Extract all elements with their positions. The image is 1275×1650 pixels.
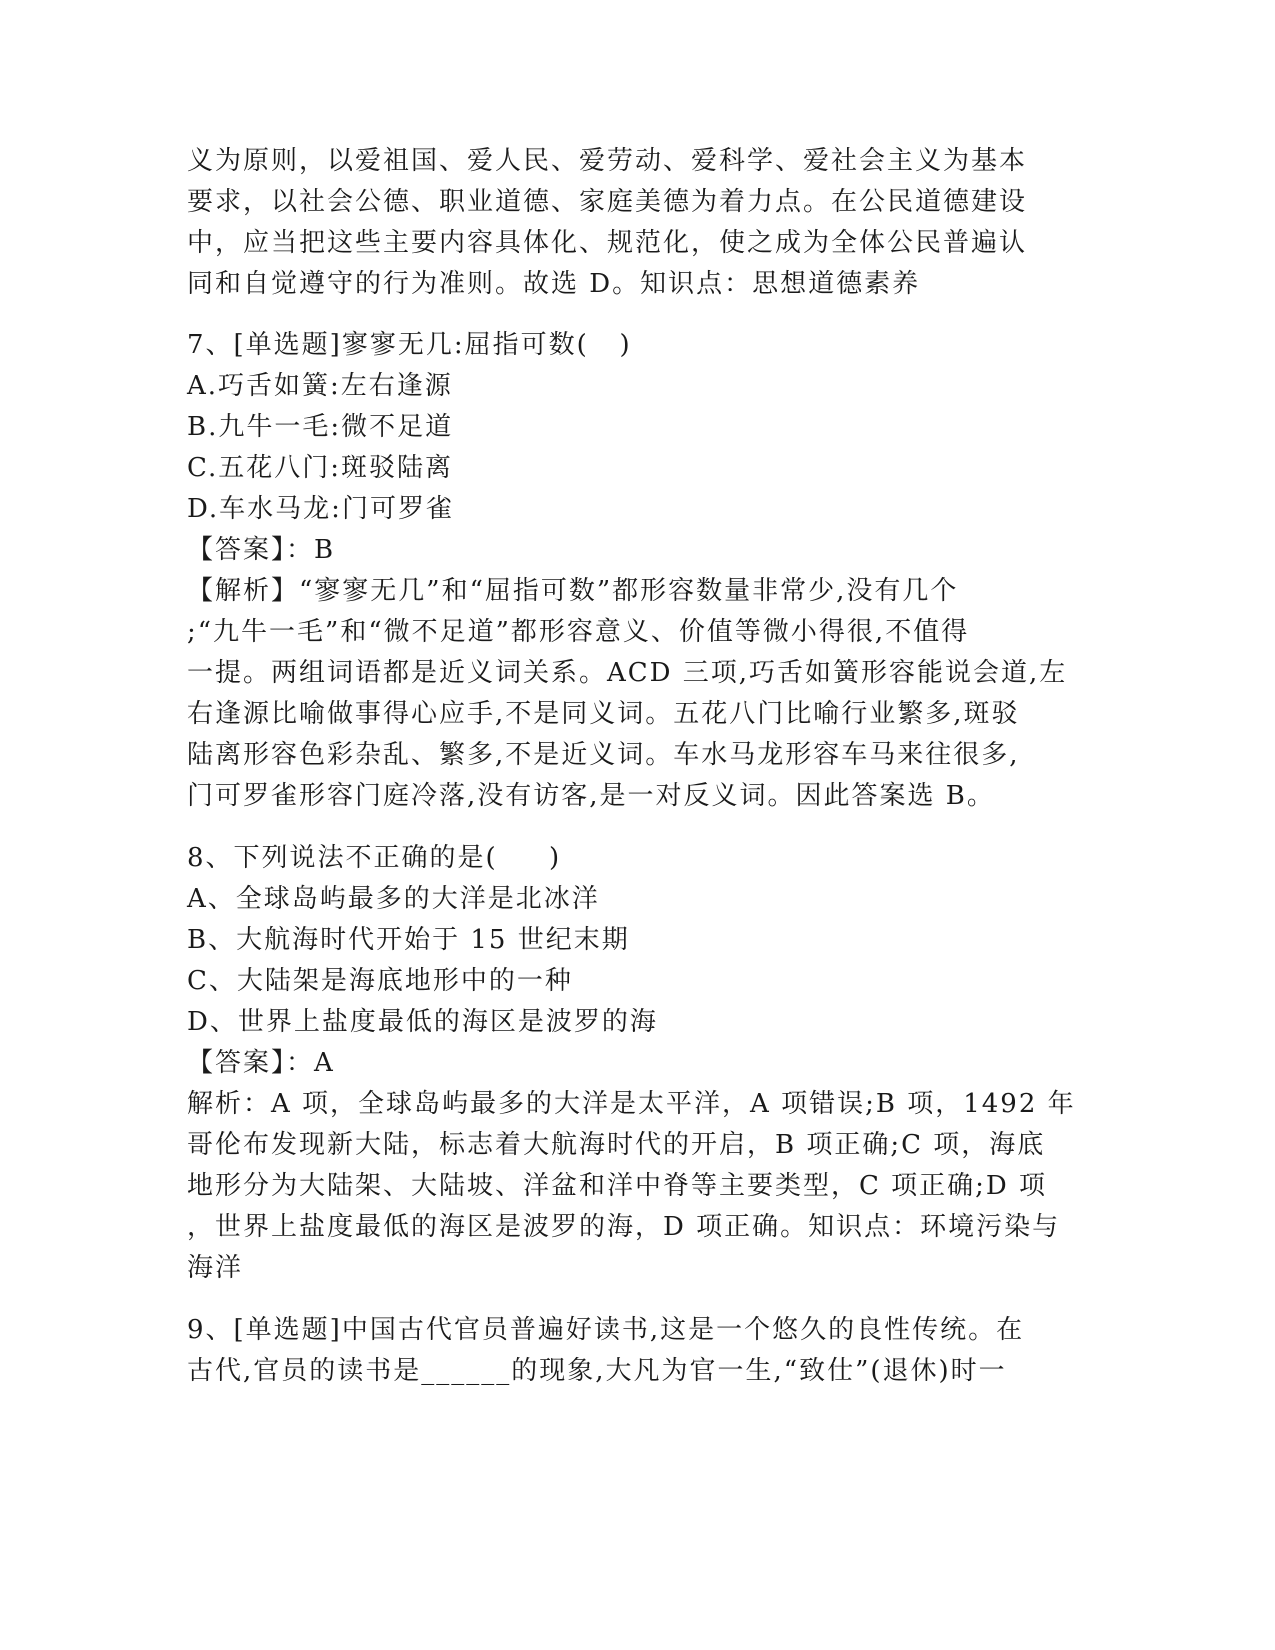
question-8-analysis-line: 哥伦布发现新大陆，标志着大航海时代的开启，B 项正确;C 项，海底	[187, 1130, 1046, 1160]
question-7-analysis-line: 一提。两组词语都是近义词关系。ACD 三项,巧舌如簧形容能说会道,左	[187, 658, 1068, 688]
question-8-analysis-line: 海洋	[187, 1253, 244, 1283]
question-8-option-d: D、世界上盐度最低的海区是波罗的海	[187, 1007, 658, 1037]
text-line: 义为原则，以爱祖国、爱人民、爱劳动、爱科学、爱社会主义为基本	[187, 146, 1028, 176]
question-7-option-c: C.五花八门:斑驳陆离	[187, 453, 453, 483]
question-8-option-a: A、全球岛屿最多的大洋是北冰洋	[187, 884, 600, 914]
question-7-answer: 【答案】：B	[187, 535, 336, 565]
question-7-analysis-line: 【解析】“寥寥无几”和“屈指可数”都形容数量非常少,没有几个	[187, 576, 959, 606]
question-7-option-a: A.巧舌如簧:左右逢源	[187, 371, 453, 401]
question-9-stem-line: 9、[单选题]中国古代官员普遍好读书,这是一个悠久的良性传统。在	[187, 1315, 1025, 1345]
question-8-analysis-line: ，世界上盐度最低的海区是波罗的海，D 项正确。知识点：环境污染与	[187, 1212, 1061, 1242]
text-line: 同和自觉遵守的行为准则。故选 D。知识点：思想道德素养	[187, 269, 921, 299]
question-8-answer: 【答案】：A	[187, 1048, 335, 1078]
question-8-analysis-line: 解析：A 项，全球岛屿最多的大洋是太平洋，A 项错误;B 项，1492 年	[187, 1089, 1076, 1119]
question-7-analysis-line: 陆离形容色彩杂乱、繁多,不是近义词。车水马龙形容车马来往很多,	[187, 740, 1020, 770]
question-8-option-c: C、大陆架是海底地形中的一种	[187, 966, 573, 996]
question-7-analysis-line: ;“九牛一毛”和“微不足道”都形容意义、价值等微小得很,不值得	[187, 617, 970, 647]
question-7-analysis-line: 右逢源比喻做事得心应手,不是同义词。五花八门比喻行业繁多,斑驳	[187, 699, 1020, 729]
question-8-option-b: B、大航海时代开始于 15 世纪末期	[187, 925, 630, 955]
question-7-stem: 7、[单选题]寥寥无几:屈指可数( )	[187, 330, 632, 360]
question-7-analysis-line: 门可罗雀形容门庭冷落,没有访客,是一对反义词。因此答案选 B。	[187, 781, 995, 811]
question-7-option-b: B.九牛一毛:微不足道	[187, 412, 454, 442]
question-7-option-d: D.车水马龙:门可罗雀	[187, 494, 454, 524]
text-line: 要求，以社会公德、职业道德、家庭美德为着力点。在公民道德建设	[187, 187, 1028, 217]
question-9-stem-line: 古代,官员的读书是______的现象,大凡为官一生,“致仕”(退休)时一	[187, 1356, 1007, 1386]
question-8-analysis-line: 地形分为大陆架、大陆坡、洋盆和洋中脊等主要类型，C 项正确;D 项	[187, 1171, 1048, 1201]
question-8-stem: 8、下列说法不正确的是( )	[187, 843, 562, 873]
text-line: 中，应当把这些主要内容具体化、规范化，使之成为全体公民普遍认	[187, 228, 1028, 258]
